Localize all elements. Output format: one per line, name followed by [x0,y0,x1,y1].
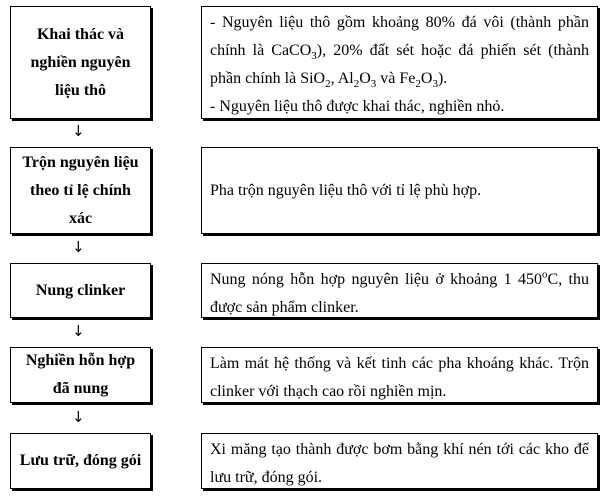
step-label-1: Khai thác và nghiền nguyên liệu thô [30,25,131,99]
down-arrow-icon-2: ↓ [72,238,85,256]
description-3: Nung nóng hỗn hợp nguyên liệu ở khoảng 1 450$^o$C, thu được sản phẩm clinker. [210,268,590,316]
down-arrow-icon-4: ↓ [72,408,85,426]
step-box-2 [10,147,151,234]
step-box-3 [10,263,151,318]
description-box-5 [201,433,598,489]
description-4: Làm mát hệ thống và kết tinh các pha khoáng khác. Trộn clinker với thạch cao rồi nghiền mịn. [210,355,589,400]
description-1-line-2: - Nguyên liệu thô được khai thác, nghiền nhỏ. [210,98,505,115]
down-arrow-icon-3: ↓ [72,322,85,340]
description-box-2 [201,147,598,234]
step-box-5 [10,433,151,489]
step-label-2: Trộn nguyên liệu theo tỉ lệ chính xác [22,153,139,227]
description-box-3 [201,263,598,318]
description-2: Pha trộn nguyên liệu thô với tỉ lệ phù hợp. [210,181,482,199]
step-box-1 [10,6,151,119]
step-label-4: Nghiền hỗn hợp đã nung [25,352,136,397]
down-arrow-icon-1: ↓ [72,122,85,140]
description-box-1 [201,6,598,119]
step-box-4 [10,347,151,403]
step-label-3: Nung clinker [35,281,126,299]
description-1-line-1: - Nguyên liệu thô gồm khoảng 80% đá vôi (thành phần chính là CaCO$_3$), 20% đất sét hoặc đá phiến sét (thành phần chính là SiO$_2$, $Al_2O_3$ và $Fe_2O_3$). [210,14,589,91]
description-box-4 [201,347,598,403]
description-5: Xi măng tạo thành được bơm bằng khí nén tới các kho để lưu trữ, đóng gói. [210,441,589,486]
step-label-5: Lưu trữ, đóng gói [19,452,142,469]
